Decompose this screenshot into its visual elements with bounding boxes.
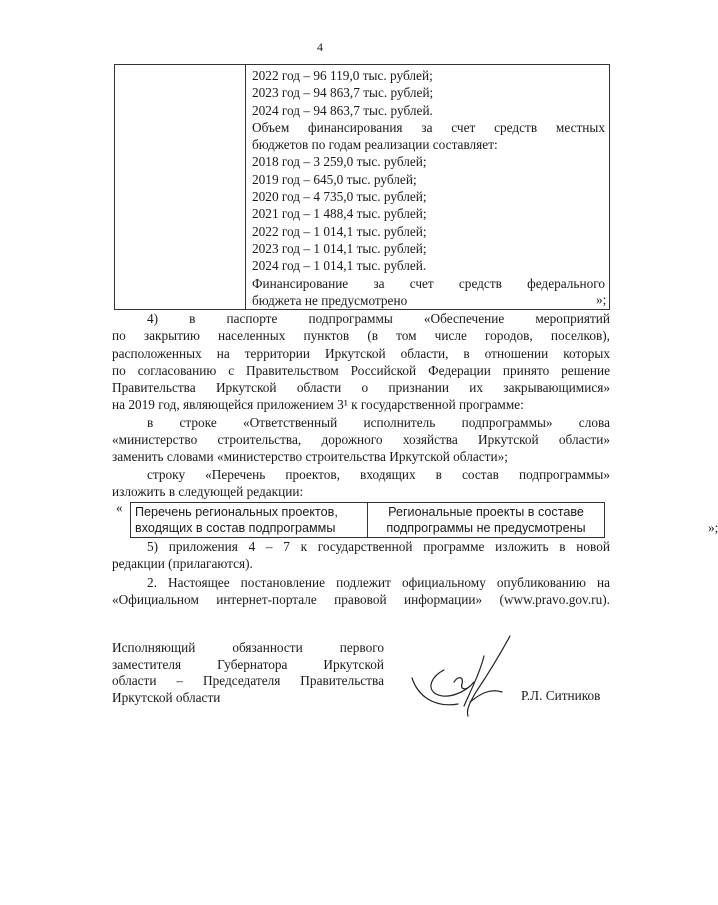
opening-quote: « — [116, 500, 123, 515]
financing-line: 2021 год – 1 488,4 тыс. рублей; — [252, 206, 427, 222]
text-line: области – Председателя Правительства — [112, 673, 384, 688]
closing-quote: »; — [708, 520, 718, 535]
item-5-paragraph — [112, 538, 610, 573]
text-line: на 2019 год, являющейся приложением 3¹ к государственной программе: — [112, 397, 524, 413]
text-line: по закрытию населенных пунктов (в том числе городов, поселков), — [112, 328, 610, 344]
financing-line: 2019 год – 645,0 тыс. рублей; — [252, 171, 417, 187]
text-line: 5) приложения 4 – 7 к государственной программе изложить в новой — [147, 539, 610, 554]
financing-line: 2018 год – 3 259,0 тыс. рублей; — [252, 154, 427, 170]
cell-line: подпрограммы не предусмотрены — [386, 521, 586, 535]
text-line: «Официальном интернет-портале правовой информации» (www.pravo.gov.ru). — [112, 592, 610, 608]
financing-line: 2022 год – 96 119,0 тыс. рублей; — [252, 68, 433, 83]
text-line: расположенных на территории Иркутской области, в отношении которых — [112, 345, 610, 361]
financing-line: 2023 год – 1 014,1 тыс. рублей; — [252, 240, 427, 256]
text-line: заместителя Губернатора Иркутской — [112, 656, 384, 672]
item-4-paragraph — [112, 310, 610, 500]
text-line: Иркутской области — [112, 689, 221, 705]
financing-table-value-cell — [246, 65, 610, 310]
financing-table-label-cell — [115, 65, 246, 310]
text-line: «министерство строительства, дорожного хозяйства Иркутской области» — [112, 432, 610, 448]
financing-line: 2023 год – 94 863,7 тыс. рублей; — [252, 85, 434, 101]
text-line: Исполняющий обязанности первого — [112, 640, 384, 655]
text-line: Правительства Иркутской области о признании их закрывающимися» — [112, 380, 610, 396]
handwritten-signature — [410, 632, 522, 718]
projects-table-value-cell — [368, 503, 605, 538]
cell-line: входящих в состав подпрограммы — [135, 521, 336, 535]
financing-line: бюджета не предусмотрено — [252, 292, 408, 308]
financing-line: 2024 год – 1 014,1 тыс. рублей. — [252, 258, 427, 274]
text-line: изложить в следующей редакции: — [112, 483, 304, 499]
text-line: строку «Перечень проектов, входящих в состав подпрограммы» — [147, 466, 610, 482]
cell-line: Перечень региональных проектов, — [135, 505, 338, 519]
text-line: по согласованию с Правительством Российской Федерации принято решение — [112, 362, 610, 378]
text-line: заменить словами «министерство строительства Иркутской области»; — [112, 449, 508, 465]
projects-table — [130, 502, 605, 538]
text-line: 4) в паспорте подпрограммы «Обеспечение мероприятий — [147, 311, 610, 326]
financing-line: 2024 год – 94 863,7 тыс. рублей. — [252, 102, 433, 118]
financing-line: бюджетов по годам реализации составляет: — [252, 137, 498, 153]
financing-table — [114, 64, 610, 310]
new-wording-block — [112, 500, 718, 536]
financing-line: Финансирование за счет средств федерального — [252, 275, 605, 291]
item-2-paragraph — [112, 574, 610, 609]
cell-line: Региональные проекты в составе — [388, 505, 584, 519]
text-line: в строке «Ответственный исполнитель подпрограммы» слова — [147, 414, 610, 430]
page-number: 4 — [317, 40, 323, 54]
financing-line: Объем финансирования за счет средств местных — [252, 119, 605, 135]
text-line: редакции (прилагаются). — [112, 556, 253, 572]
financing-line: 2022 год – 1 014,1 тыс. рублей; — [252, 223, 427, 239]
table-closing-quote: »; — [596, 292, 607, 307]
signatory-position — [112, 640, 384, 706]
signer-name: Р.Л. Ситников — [521, 688, 601, 703]
text-line: 2. Настоящее постановление подлежит официальному опубликованию на — [147, 575, 610, 590]
financing-line: 2020 год – 4 735,0 тыс. рублей; — [252, 189, 427, 205]
projects-table-label-cell — [131, 503, 368, 538]
